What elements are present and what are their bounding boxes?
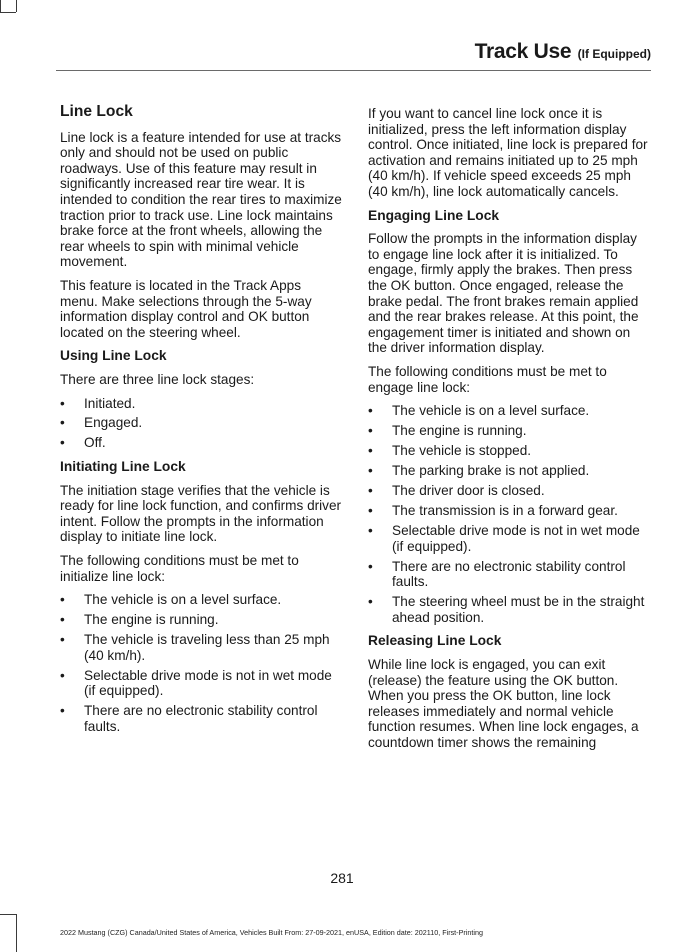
- paragraph: The following conditions must be met to initialize line lock:: [60, 553, 299, 584]
- list-item: [368, 423, 650, 439]
- section-heading-line-lock: Line Lock: [60, 103, 133, 120]
- crop-mark: [0, 12, 16, 13]
- list-item: [60, 632, 342, 663]
- crop-mark: [0, 0, 1, 12]
- bullet-list-stages: [60, 396, 342, 452]
- page-subtitle: (If Equipped): [577, 47, 651, 61]
- list-item: [60, 396, 342, 412]
- bullet: •: [368, 423, 373, 439]
- bullet: •: [368, 403, 373, 419]
- bullet-list-init-conditions: [60, 592, 342, 734]
- paragraph: This feature is located in the Track Apps menu. Make selections through the 5-way information display control and OK button located on the steering wheel.: [60, 277, 312, 340]
- bullet: •: [368, 443, 373, 459]
- list-item-text: The transmission is in a forward gear.: [392, 503, 618, 519]
- bullet: •: [60, 435, 65, 451]
- list-item-text: The driver door is closed.: [392, 483, 545, 499]
- page-header: [56, 40, 651, 71]
- bullet: •: [368, 503, 373, 519]
- bullet: •: [368, 483, 373, 499]
- list-item: [368, 403, 650, 419]
- bullet: •: [60, 395, 65, 411]
- bullet: •: [60, 703, 65, 719]
- list-item-text: The engine is running.: [84, 612, 219, 628]
- paragraph: While line lock is engaged, you can exit (release) the feature using the OK button. When you press the OK button, line lock releases immediately and normal vehicle function resumes. When line lock engages, a countdown timer shows the remaining: [368, 656, 639, 750]
- list-item: [368, 503, 650, 519]
- paragraph: The initiation stage verifies that the vehicle is ready for line lock function, and confirms driver intent. Follow the prompts in the information display to initiate line lock.: [60, 482, 342, 545]
- list-item-text: There are no electronic stability control faults.: [84, 703, 318, 734]
- list-item-text: Selectable drive mode is not in wet mode (if equipped).: [84, 667, 332, 699]
- page-number: 281: [330, 870, 354, 886]
- list-item: [368, 463, 650, 479]
- crop-mark: [16, 0, 17, 12]
- list-item-text: The steering wheel must be in the straight ahead position.: [392, 594, 645, 625]
- bullet: •: [60, 667, 65, 683]
- paragraph: Follow the prompts in the information display to engage line lock after it is initialized. To engage, firmly apply the brakes. Then press the OK button. Once engaged, release the brake pedal. The front brakes remain applied and the rear brakes release. At this point, the engagement timer is initiated and shown on the driver information display.: [368, 231, 639, 356]
- list-item: [368, 523, 650, 554]
- page-footer: 2022 Mustang (CZG) Canada/United States of America, Vehicles Built From: 27-09-2021, enUSA, Edition date: 202110, First-Printing: [60, 928, 483, 937]
- list-item: [368, 594, 650, 625]
- list-item-text: The vehicle is traveling less than 25 mph (40 km/h).: [84, 632, 330, 663]
- list-item-text: Initiated.: [84, 395, 136, 411]
- list-item-text: Off.: [84, 435, 106, 451]
- subheading-engaging-line-lock: Engaging Line Lock: [368, 207, 500, 223]
- list-item-text: The vehicle is on a level surface.: [392, 403, 590, 419]
- list-item-text: Engaged.: [84, 415, 143, 431]
- bullet-list-engage-conditions: [368, 403, 650, 625]
- list-item-text: The vehicle is stopped.: [392, 443, 532, 459]
- bullet: •: [368, 558, 373, 574]
- list-item-text: There are no electronic stability control faults.: [392, 558, 626, 590]
- paragraph: If you want to cancel line lock once it is initialized, press the left information display control. Once initiated, line lock is prepared for activation and remains initiated up to 25 mph (40 km/h). If vehicle speed exceeds 25 mph (40 km/h), line lock automatically cancels.: [368, 106, 648, 199]
- bullet: •: [60, 612, 65, 628]
- list-item: [368, 483, 650, 499]
- paragraph: There are three line lock stages:: [60, 371, 255, 387]
- list-item-text: The parking brake is not applied.: [392, 463, 590, 479]
- page-title: Track Use: [474, 40, 572, 63]
- list-item: [60, 435, 342, 451]
- bullet: •: [368, 463, 373, 479]
- list-item-text: The engine is running.: [392, 423, 527, 439]
- bullet: •: [60, 592, 65, 608]
- list-item: [368, 559, 650, 590]
- bullet: •: [368, 594, 373, 610]
- list-item: [368, 443, 650, 459]
- bullet: •: [60, 632, 65, 648]
- bullet: •: [60, 415, 65, 431]
- list-item: [60, 668, 342, 699]
- bullet: •: [368, 523, 373, 538]
- paragraph: The following conditions must be met to engage line lock:: [368, 363, 607, 395]
- list-item: [60, 703, 342, 734]
- list-item: [60, 612, 342, 628]
- paragraph: Line lock is a feature intended for use at tracks only and should not be used on public roadways. Use of this feature may result in significantly increased rear tire wear. It is intended to condition the rear tires to maximize traction prior to track use. Line lock maintains brake force at the front wheels, allowing the rear wheels to spin with minimal vehicle movement.: [60, 129, 342, 270]
- crop-mark: [0, 914, 16, 915]
- right-column: [368, 106, 650, 759]
- subheading-initiating-line-lock: Initiating Line Lock: [60, 459, 186, 475]
- subheading-using-line-lock: Using Line Lock: [60, 348, 167, 364]
- crop-mark: [16, 914, 17, 952]
- list-item: [60, 415, 342, 431]
- list-item-text: The vehicle is on a level surface.: [84, 592, 282, 608]
- subheading-releasing-line-lock: Releasing Line Lock: [368, 633, 502, 649]
- list-item-text: Selectable drive mode is not in wet mode (if equipped).: [392, 523, 640, 554]
- list-item: [60, 592, 342, 608]
- left-column: [60, 104, 342, 743]
